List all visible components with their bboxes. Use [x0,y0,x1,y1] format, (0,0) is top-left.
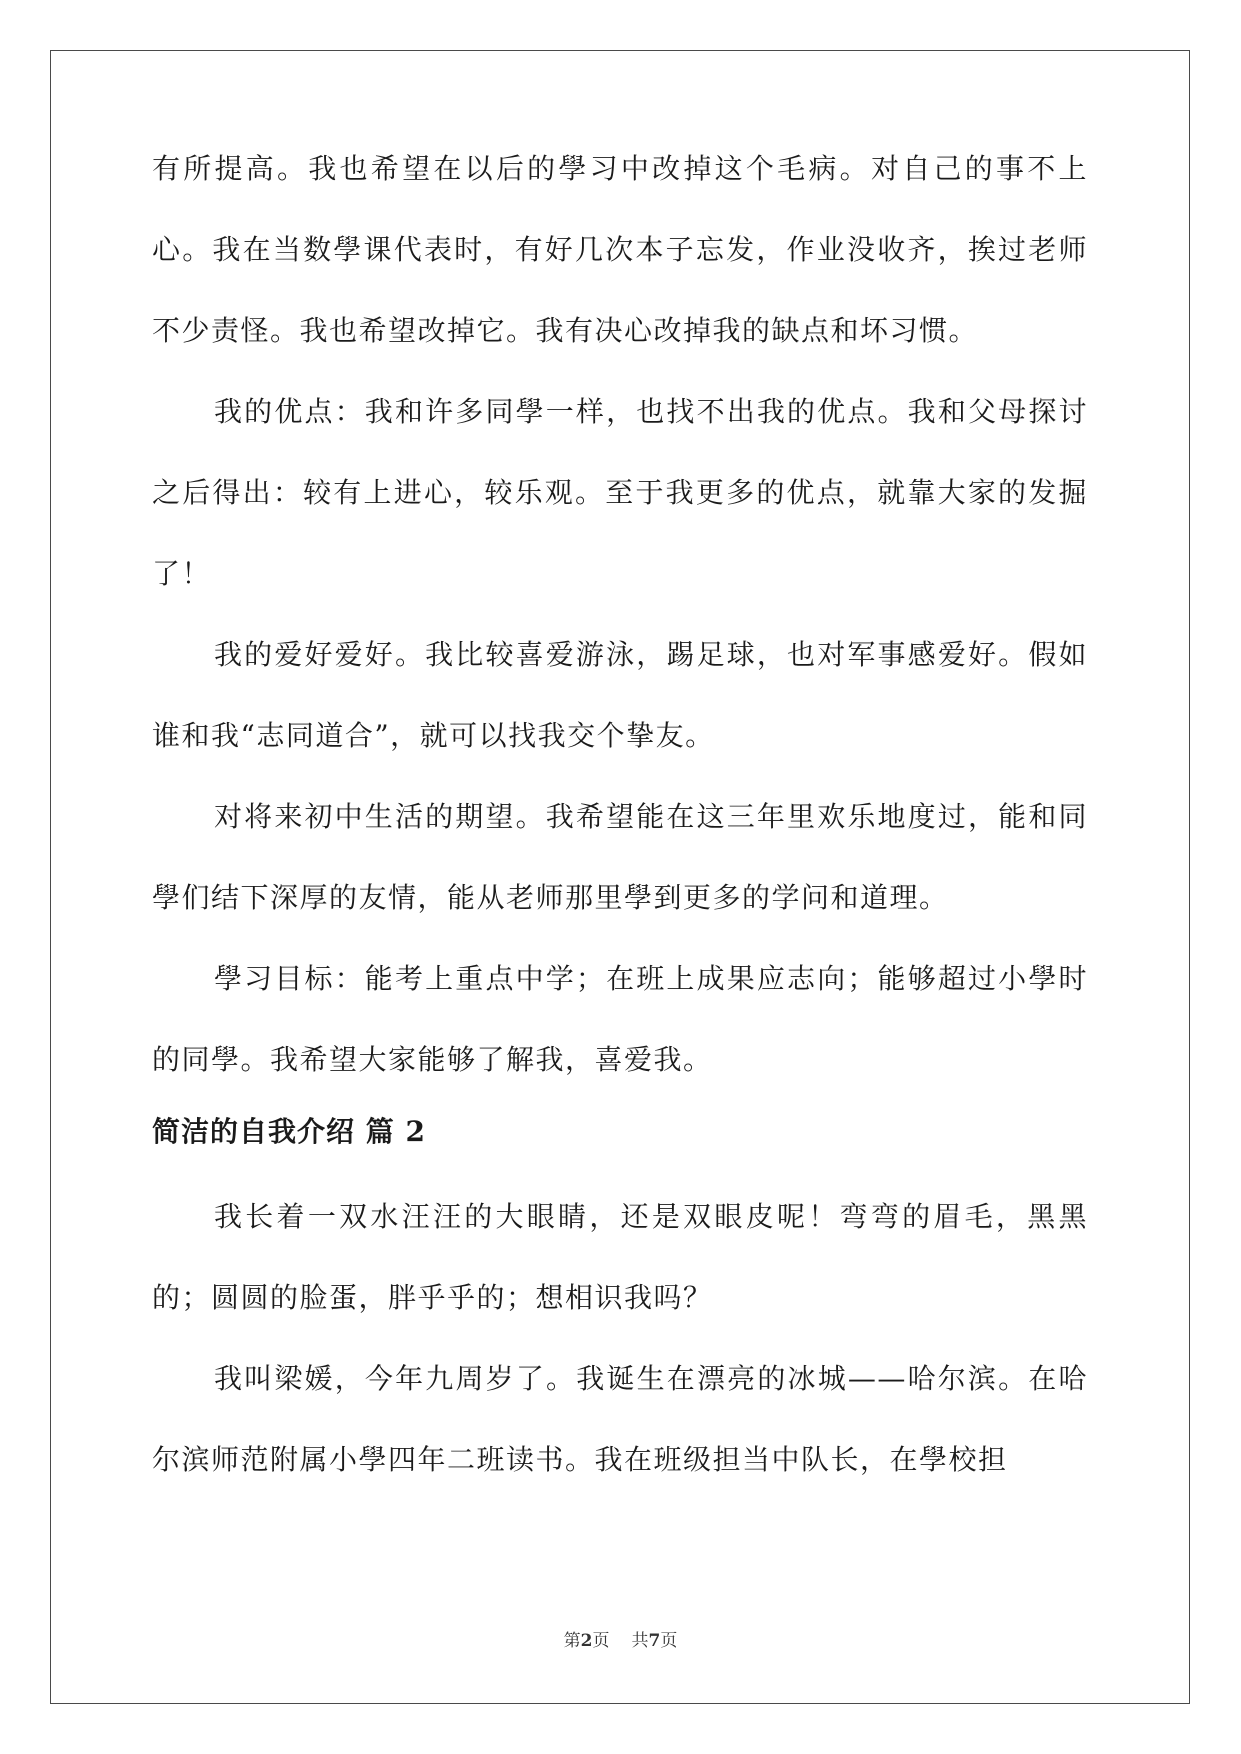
page-number: 2 [580,1631,593,1651]
paragraph-6: 我长着一双水汪汪的大眼睛，还是双眼皮呢！弯弯的眉毛，黑黑的；圆圆的脸蛋，胖乎乎的；想相识我吗？ [152,1200,1088,1314]
page-prefix: 第 [563,1631,581,1651]
total-prefix: 共 [631,1631,649,1651]
paragraph-7: 我叫梁媛，今年九周岁了。我诞生在漂亮的冰城——哈尔滨。在哈尔滨师范附属小學四年二班读书。我在班级担当中队长，在學校担 [152,1362,1088,1476]
page-suffix: 页 [592,1631,610,1651]
page-footer [0,1626,1241,1651]
paragraph-5: 學习目标：能考上重点中学；在班上成果应志向；能够超过小學时的同學。我希望大家能够了解我，喜爱我。 [152,962,1088,1076]
total-suffix: 页 [660,1631,678,1651]
paragraph-4: 对将来初中生活的期望。我希望能在这三年里欢乐地度过，能和同學们结下深厚的友情，能从老师那里學到更多的学问和道理。 [152,800,1088,914]
section-heading: 简洁的自我介绍 篇 2 [152,1115,426,1148]
paragraph-3: 我的爱好爱好。我比较喜爱游泳，踢足球，也对军事感爱好。假如谁和我“志同道合”，就可以找我交个挚友。 [152,638,1088,752]
total-pages: 7 [648,1631,661,1651]
paragraph-1: 有所提高。我也希望在以后的學习中改掉这个毛病。对自己的事不上心。我在当数學课代表时，有好几次本子忘发，作业没收齐，挨过老师不少责怪。我也希望改掉它。我有决心改掉我的缺点和坏习惯。 [152,152,1088,347]
document-body [152,152,1088,1500]
paragraph-2: 我的优点：我和许多同學一样，也找不出我的优点。我和父母探讨之后得出：较有上进心，较乐观。至于我更多的优点，就靠大家的发掘了！ [152,395,1088,590]
